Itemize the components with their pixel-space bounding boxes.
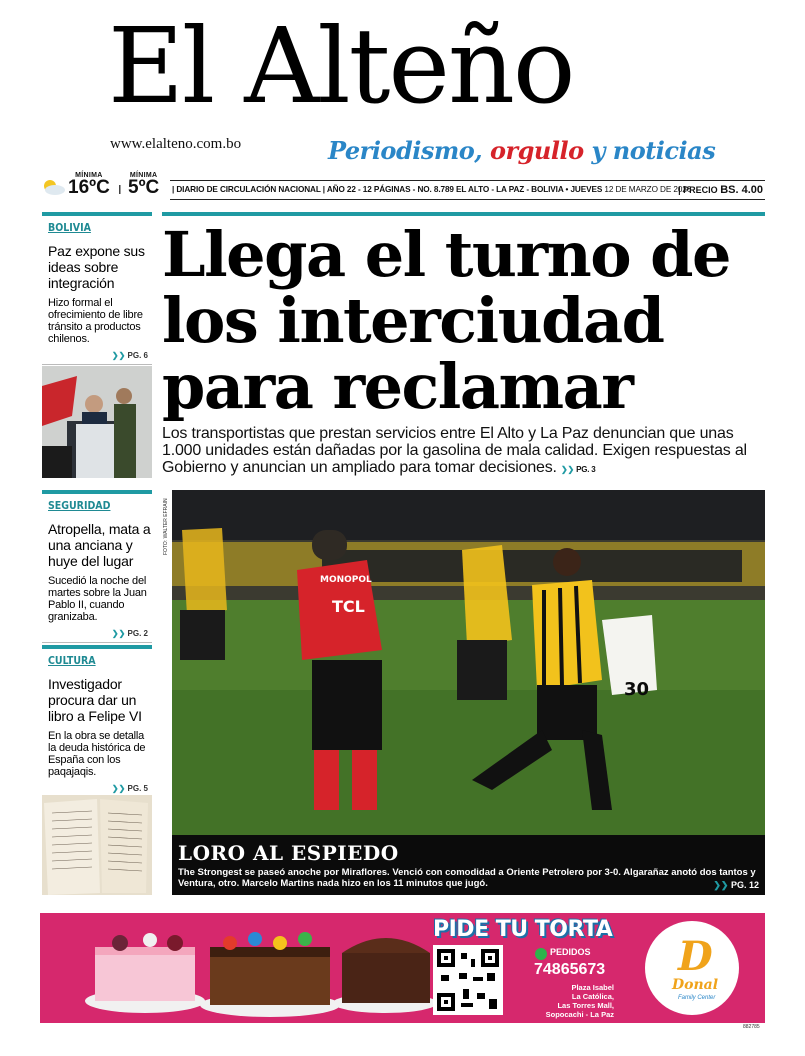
edition-details: | DIARIO DE CIRCULACIÓN NACIONAL | AÑO 22 - 12 PÁGINAS - NO. 8.789 EL ALTO - LA PAZ - BOLIVIA • JUEVES — [172, 185, 603, 194]
edition-info — [172, 185, 691, 194]
referee-sponsor: MONOPOL — [320, 575, 372, 585]
section-kicker: CULTURA — [48, 655, 96, 667]
donal-logo-subtitle: Family Center — [678, 995, 716, 1001]
section-kicker: BOLIVIA — [48, 222, 91, 234]
sidebar-headline[interactable]: Atropella, mata a una anciana y huye del lugar — [48, 521, 151, 569]
info-bar-top-rule — [170, 180, 765, 181]
podium-photo — [42, 366, 152, 478]
address-line: Las Torres Mall, — [557, 1001, 614, 1010]
temperature-separator: I — [118, 182, 122, 197]
price — [678, 184, 763, 196]
lead-deck — [162, 425, 765, 478]
page-reference — [42, 629, 148, 638]
page-reference — [42, 351, 148, 360]
sidebar-headline[interactable]: Investigador procura dar un libro a Felipe VI — [48, 676, 142, 724]
donal-logo-letter: D — [678, 933, 713, 980]
info-bar-bottom-rule — [170, 199, 765, 200]
photo-caption — [172, 835, 765, 895]
page-number: PG. 12 — [730, 880, 759, 890]
arrow-icon: ❯❯ — [111, 629, 128, 638]
weather-sun-cloud-icon — [40, 178, 66, 196]
temperature-value: 16ºC — [68, 177, 110, 198]
section-bar — [42, 490, 152, 494]
donal-logo-word: Donal — [672, 977, 719, 993]
divider — [42, 642, 152, 643]
ad-headline: PIDE TU TORTA — [433, 917, 613, 942]
player-number: 30 — [624, 679, 650, 700]
sidebar-deck: Sucedió la noche del martes sobre la Juan Pablo II, cuando granizaba. — [48, 575, 147, 623]
sidebar-story-bolivia[interactable] — [42, 212, 152, 365]
cake-advertisement[interactable] — [40, 913, 765, 1023]
arrow-icon: ❯❯ — [713, 880, 731, 890]
page-number: PG. 6 — [127, 351, 148, 360]
referee-shirt-text: TCL — [332, 597, 365, 616]
section-bar — [42, 212, 152, 216]
qr-code-icon[interactable] — [433, 945, 503, 1015]
slogan — [328, 136, 715, 165]
photo-credit: FOTO: WALTER EFRAIN — [163, 498, 169, 555]
address-line: Plaza Isabel — [571, 983, 614, 992]
page-reference — [561, 465, 596, 474]
address-line: Sopocachi - La Paz — [545, 1010, 614, 1019]
arrow-icon: ❯❯ — [561, 465, 577, 474]
lead-deck-text: Los transportistas que prestan servicios entre El Alto y La Paz denuncian que unas 1.000 unidades están dañadas por la gasolina de mala calidad. Exigen respuestas al Gobierno y anuncian un ampliado para tomar decisiones. — [162, 425, 747, 476]
sidebar-deck: Hizo formal el ofrecimiento de libre tránsito a productos chilenos. — [48, 297, 143, 345]
caption-title[interactable]: LORO AL ESPIEDO — [178, 841, 399, 865]
pedidos-label: PEDIDOS — [550, 947, 591, 957]
whatsapp-icon — [535, 948, 547, 960]
address-line: La Católica, — [571, 992, 614, 1001]
edition-date: 12 DE MARZO DE 2026 — [602, 185, 692, 194]
ad-code: 882785 — [743, 1024, 760, 1030]
temperature-min-1 — [68, 172, 110, 197]
section-kicker: SEGURIDAD — [48, 500, 111, 512]
newspaper-logo: El Alteño — [108, 5, 574, 127]
slogan-part-3: y noticias — [591, 136, 716, 165]
cakes-illustration — [80, 913, 440, 1023]
divider — [42, 364, 152, 365]
sidebar-deck: En la obra se detalla la deuda histórica de España con los paqajaqis. — [48, 730, 146, 778]
page-number: PG. 3 — [576, 465, 596, 474]
page-number: PG. 2 — [127, 629, 148, 638]
page-number: PG. 5 — [127, 784, 148, 793]
temperature-label: MÍNIMA — [129, 172, 158, 179]
info-bar — [40, 170, 765, 202]
sidebar-headline[interactable]: Paz expone sus ideas sobre integración — [48, 243, 145, 291]
temperature-value: 5ºC — [128, 177, 160, 198]
lead-section-bar — [162, 212, 765, 216]
slogan-part-2: orgullo — [489, 136, 584, 165]
price-value: BS. 4.00 — [720, 184, 763, 196]
ad-phone[interactable]: 74865673 — [534, 961, 606, 978]
ad-address — [510, 983, 614, 1019]
page-reference — [42, 784, 148, 793]
page-reference — [713, 880, 759, 891]
arrow-icon: ❯❯ — [111, 351, 128, 360]
slogan-part-1: Periodismo, — [328, 136, 483, 165]
caption-text: The Strongest se paseó anoche por Miraflores. Venció con comodidad a Oriente Petrolero por 3-0. Algarañaz anotó dos tantos y Ventura, otro. Marcelo Martins nada hizo en los 11 minutos que jugó. — [178, 867, 756, 889]
manuscript-photo — [42, 795, 152, 895]
lead-headline[interactable]: Llega el turno de los interciudad para reclamar — [162, 218, 730, 423]
temperature-label: MÍNIMA — [75, 172, 103, 179]
arrow-icon: ❯❯ — [111, 784, 128, 793]
price-label: | PRECIO — [678, 185, 718, 195]
sidebar-story-cultura[interactable] — [42, 645, 152, 793]
section-bar — [42, 645, 152, 649]
football-match-photo — [172, 490, 765, 835]
site-url[interactable]: www.elalteno.com.bo — [110, 136, 242, 152]
sidebar-story-seguridad[interactable] — [42, 490, 152, 643]
temperature-min-2 — [128, 172, 159, 197]
